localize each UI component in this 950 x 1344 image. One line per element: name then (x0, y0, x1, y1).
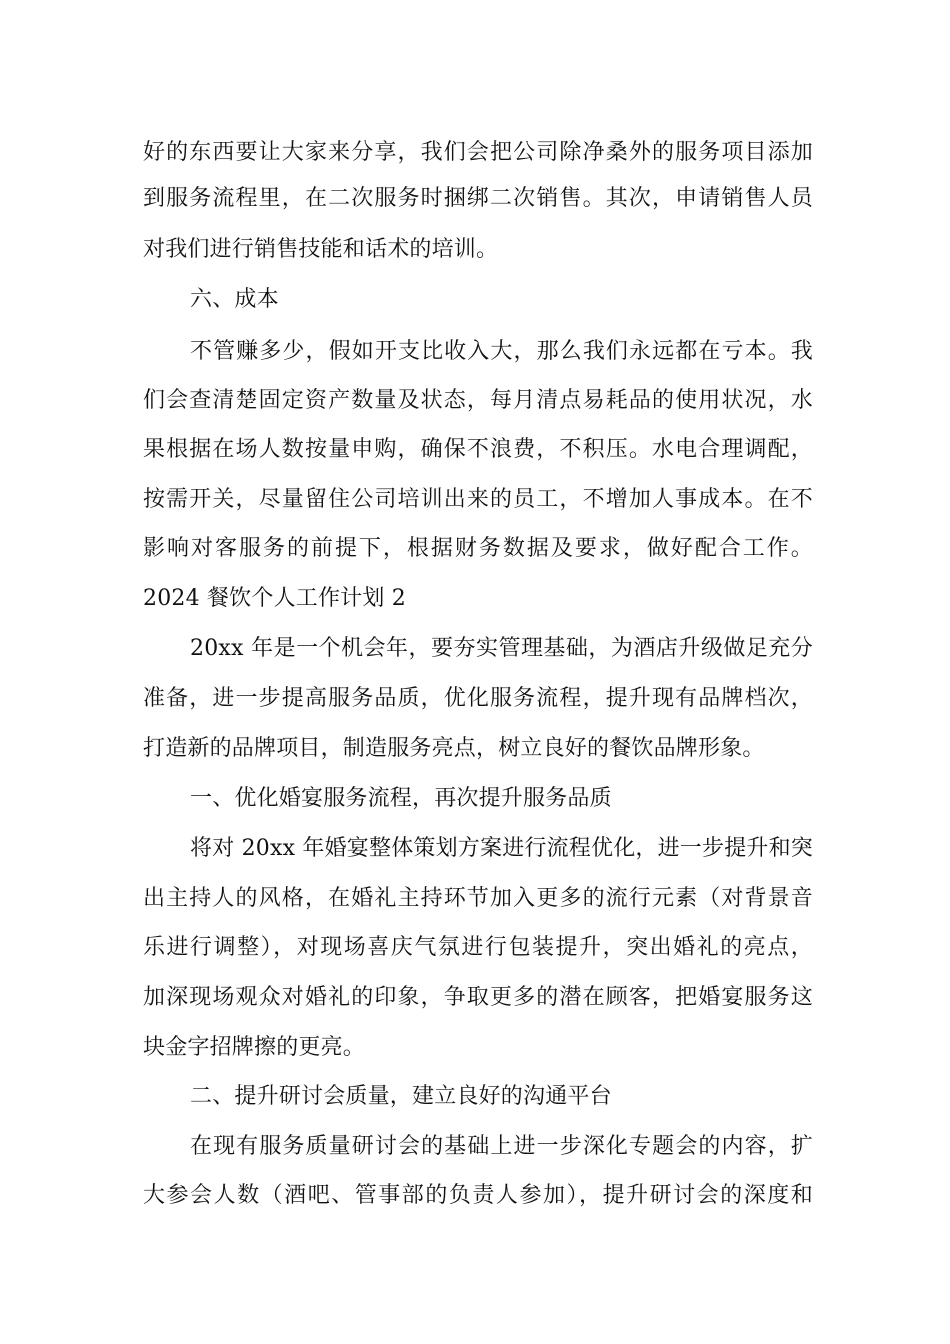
text-line: 对我们进行销售技能和话术的培训。 (143, 237, 499, 262)
text-line: 不管赚多少，假如开支比收入大，那么我们永远都在亏本。我 (190, 339, 813, 364)
section-heading: 六、成本 (190, 287, 279, 312)
text-line: 们会查清楚固定资产数量及状态，每月清点易耗品的使用状况，水 (143, 388, 813, 413)
section-heading: 二、提升研讨会质量，建立良好的沟通平台 (190, 1084, 612, 1109)
text-line: 块金字招牌擦的更亮。 (143, 1035, 366, 1060)
text-line: 20xx 年是一个机会年，要夯实管理基础，为酒店升级做足充分 (190, 636, 813, 661)
document-subtitle: 2024 餐饮个人工作计划 2 (143, 586, 406, 611)
text-line: 准备，进一步提高服务品质，优化服务流程，提升现有品牌档次， (143, 686, 813, 711)
text-line: 到服务流程里，在二次服务时捆绑二次销售。其次，申请销售人员 (143, 186, 813, 211)
text-line: 加深现场观众对婚礼的印象，争取更多的潜在顾客，把婚宴服务这 (143, 985, 813, 1010)
text-line: 打造新的品牌项目，制造服务亮点，树立良好的餐饮品牌形象。 (143, 736, 765, 761)
text-line: 大参会人数（酒吧、管事部的负责人参加），提升研讨会的深度和 (143, 1183, 813, 1208)
text-line: 出主持人的风格，在婚礼主持环节加入更多的流行元素（对背景音 (143, 886, 813, 911)
text-line: 按需开关，尽量留住公司培训出来的员工，不增加人事成本。在不 (143, 487, 813, 512)
text-line: 影响对客服务的前提下，根据财务数据及要求，做好配合工作。 (143, 536, 813, 561)
text-line: 乐进行调整），对现场喜庆气氛进行包装提升，突出婚礼的亮点， (143, 935, 813, 960)
text-line: 将对 20xx 年婚宴整体策划方案进行流程优化，进一步提升和突 (190, 836, 813, 861)
text-line: 好的东西要让大家来分享，我们会把公司除净桑外的服务项目添加 (143, 140, 813, 165)
section-heading: 一、优化婚宴服务流程，再次提升服务品质 (190, 786, 612, 811)
text-line: 在现有服务质量研讨会的基础上进一步深化专题会的内容，扩 (190, 1134, 813, 1159)
text-line: 果根据在场人数按量申购，确保不浪费，不积压。水电合理调配， (143, 437, 813, 462)
